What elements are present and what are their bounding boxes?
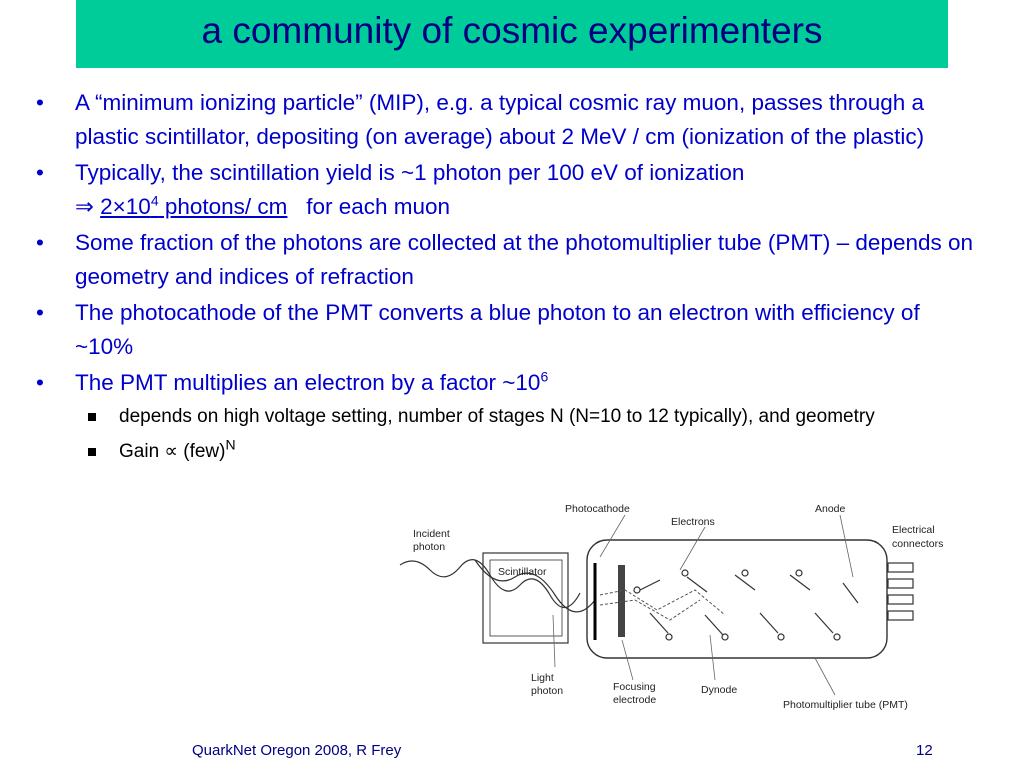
page-number: 12	[916, 742, 933, 759]
bullet-mip: • A “minimum ionizing particle” (MIP), e.g. a typical cosmic ray muon, passes through a plastic scintillator, depositing (on average) about 2 MeV / cm (ionization of the plastic)	[36, 86, 965, 154]
label-light-photon: Light	[531, 672, 554, 684]
label-incident-photon: Incident	[413, 528, 450, 540]
label-pmt: Photomultiplier tube (PMT)	[783, 699, 908, 711]
bullet-list	[36, 86, 996, 472]
bullet-dot: •	[36, 370, 44, 395]
pmt-diagram	[395, 495, 965, 720]
label-dynode: Dynode	[701, 684, 738, 696]
label-anode: Anode	[815, 503, 846, 515]
dynode-chain	[634, 570, 858, 640]
label-scintillator: Scintillator	[498, 566, 547, 578]
bullet-multiply: • The PMT multiplies an electron by a factor $\sim 10^6$	[36, 366, 996, 400]
square-bullet	[88, 413, 96, 421]
label-photocathode: Photocathode	[565, 503, 630, 515]
label-connectors: Electrical	[892, 524, 935, 536]
electrical-connectors	[888, 563, 913, 620]
slide-title: a community of cosmic experimenters	[201, 10, 823, 51]
focusing-electrode	[618, 565, 625, 637]
bullet-dot: •	[36, 160, 44, 185]
subbullet-voltage: depends on high voltage setting, number of stages N (N=10 to 12 typically), and geometry	[36, 402, 919, 431]
label-connectors-2: connectors	[892, 538, 944, 550]
photons-per-cm: $2\times 10^4$ photons/ cm	[100, 192, 288, 219]
label-light-photon-2: photon	[531, 685, 564, 697]
subbullet-gain: Gain ∝ (few)$^N$	[36, 437, 996, 466]
bullet-dot: •	[36, 300, 44, 325]
footer-credit: QuarkNet Oregon 2008, R Frey	[192, 742, 402, 759]
bullet-dot: •	[36, 90, 44, 115]
implies-arrow: ⇒	[75, 194, 94, 219]
label-focusing-electrode: Focusing	[613, 681, 656, 693]
pmt-tube	[587, 540, 887, 658]
bullet-fraction: • Some fraction of the photons are collected at the photomultiplier tube (PMT) – depends on geometry and indices of refraction	[36, 226, 975, 294]
square-bullet	[88, 448, 96, 456]
bullet-photocathode: • The photocathode of the PMT converts a blue photon to an electron with efficiency of ~10%	[36, 296, 955, 364]
label-electrons: Electrons	[671, 516, 715, 528]
bullet-dot: •	[36, 230, 44, 255]
label-incident-photon-2: photon	[413, 541, 446, 553]
title-bar	[76, 0, 948, 68]
bullet-yield: • Typically, the scintillation yield is ~1 photon per 100 eV of ionization ⇒ $2\times 10^4$ photons/ cm for each muon	[36, 156, 975, 224]
label-focusing-electrode-2: electrode	[613, 694, 657, 706]
